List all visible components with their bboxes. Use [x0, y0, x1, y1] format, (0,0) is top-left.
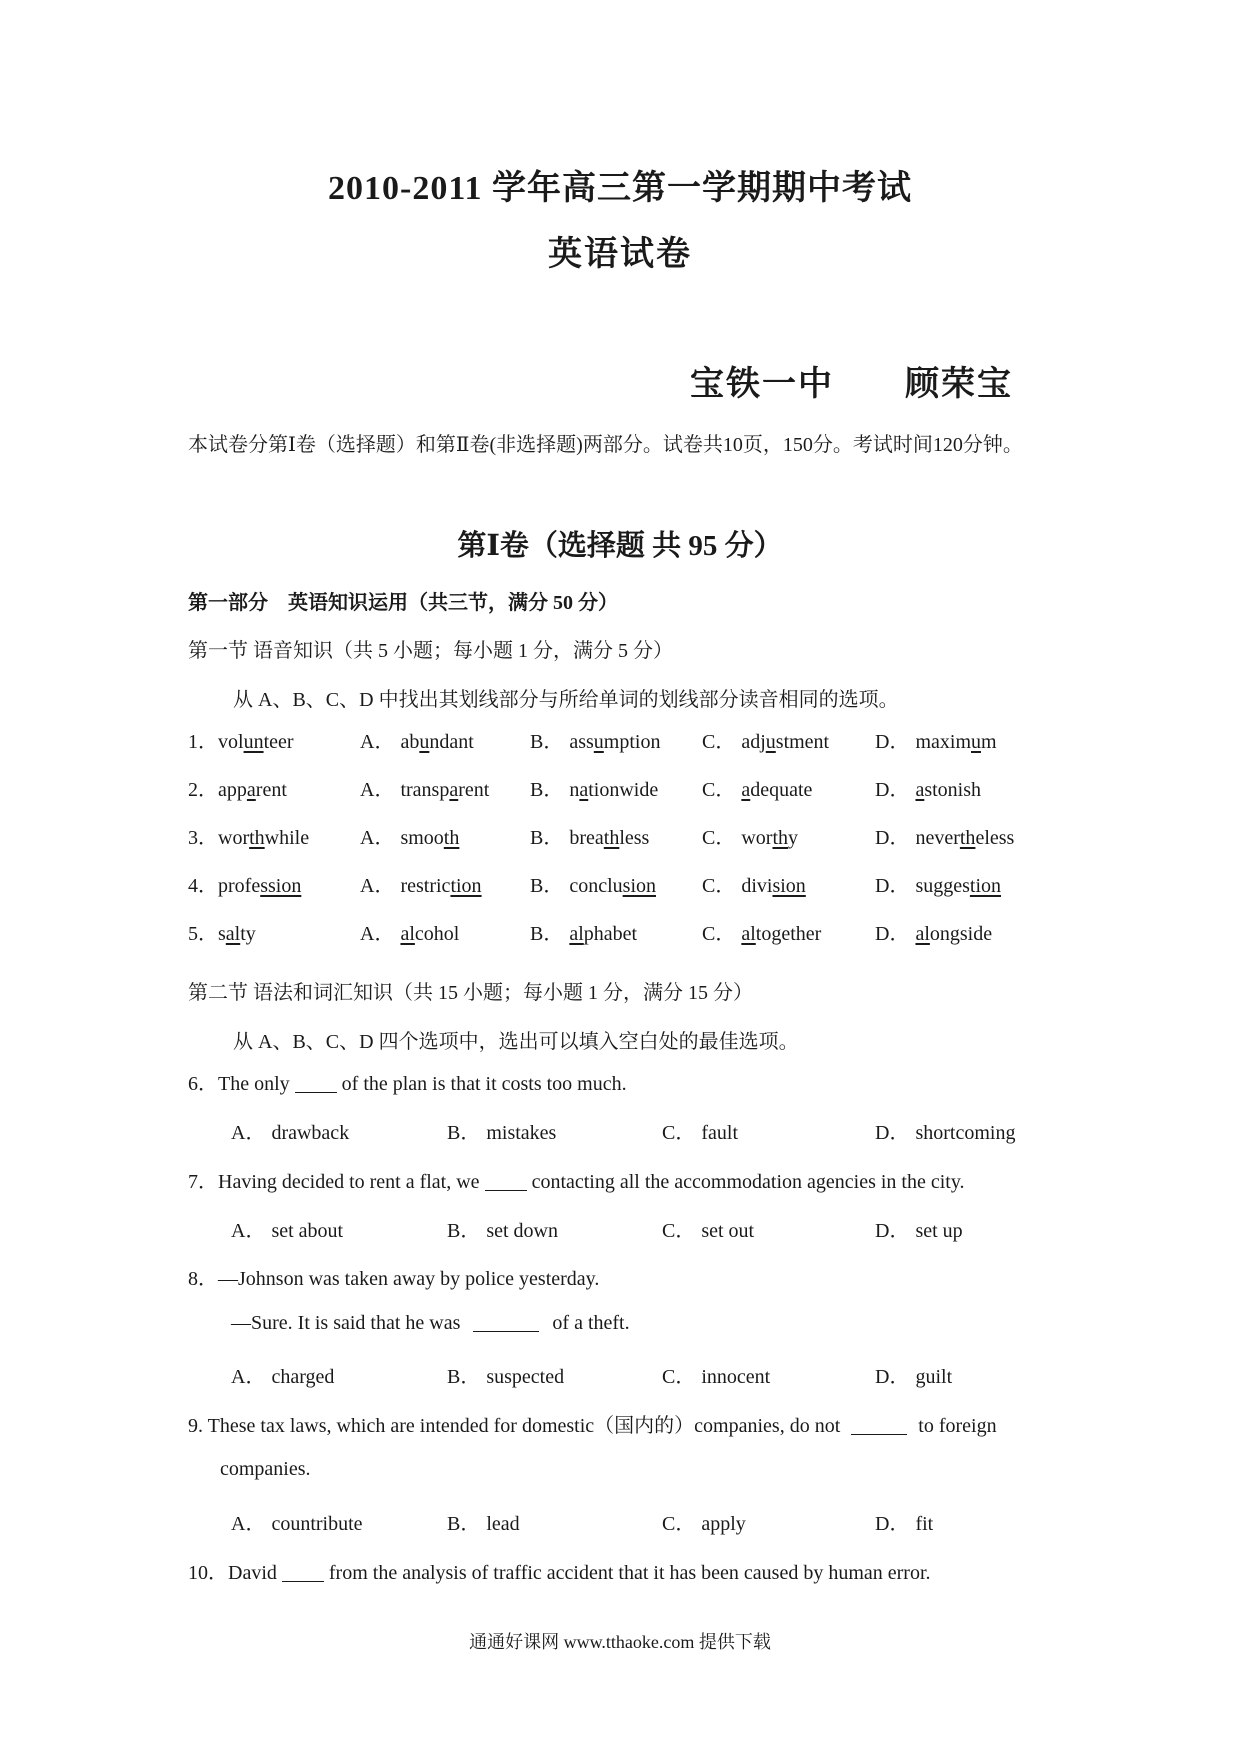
underlined-segment: u [593, 731, 604, 753]
word-segment: restric [400, 875, 451, 897]
option-d [875, 1507, 933, 1536]
option-a [231, 1507, 363, 1536]
option-d [875, 1116, 1015, 1145]
question-number: 7． [188, 1171, 218, 1193]
volume-title: 第Ⅰ卷（选择题 共 95 分） [457, 530, 783, 562]
option-label: D． [875, 779, 910, 801]
section1-title: 第一节 语音知识（共 5 小题；每小题 1 分，满分 5 分） [188, 640, 673, 662]
underlined-word [400, 731, 473, 753]
question-7 [188, 1165, 965, 1194]
underlined-word [569, 875, 656, 897]
option-label: C． [702, 923, 736, 945]
option-b [530, 773, 658, 802]
underlined-word [915, 779, 981, 801]
option-text: suspected [486, 1366, 565, 1388]
word-segment: sugges [915, 875, 970, 897]
word-segment: profe [218, 875, 261, 897]
exam-title: 2010-2011 学年高三第一学期期中考试 [328, 170, 912, 207]
option-label: A． [360, 731, 395, 753]
question-text: of the plan is that it costs too much. [341, 1073, 627, 1095]
word-segment: n [569, 779, 580, 801]
word-segment: mption [603, 731, 661, 753]
option-b [447, 1116, 556, 1145]
option-a [360, 869, 482, 898]
option-c [662, 1116, 738, 1145]
option-text: set down [486, 1220, 559, 1242]
word-segment: together [755, 923, 822, 945]
word-segment: never [915, 827, 960, 849]
phonetics-question-1 [188, 725, 294, 754]
page-footer: 通通好课网 www.tthaoke.com 提供下载 [469, 1632, 771, 1652]
underlined-word [218, 875, 301, 897]
question-number: 6． [188, 1073, 218, 1095]
underlined-segment: un [243, 731, 264, 753]
question-text: contacting all the accommodation agencies in the city. [531, 1171, 965, 1193]
word-segment: smoo [400, 827, 444, 849]
underlined-word [400, 827, 459, 849]
word-segment: ongside [929, 923, 993, 945]
word-segment: wor [741, 827, 773, 849]
option-label: C． [702, 779, 736, 801]
question-text: The only [218, 1073, 290, 1095]
option-c [662, 1360, 770, 1389]
question-text: of a theft. [552, 1312, 630, 1334]
option-text: set about [271, 1220, 344, 1242]
word-segment: cohol [414, 923, 460, 945]
option-label: D． [875, 923, 910, 945]
section2-title: 第二节 语法和词汇知识（共 15 小题；每小题 1 分，满分 15 分） [188, 982, 753, 1004]
option-text: drawback [271, 1122, 350, 1144]
underlined-word [400, 875, 481, 897]
question-text: to foreign [918, 1415, 997, 1437]
question-6 [188, 1067, 627, 1096]
option-a [360, 917, 459, 946]
option-c [662, 1214, 754, 1243]
underlined-segment: a [246, 779, 256, 801]
word-segment: less [619, 827, 650, 849]
option-b [447, 1507, 520, 1536]
option-d [875, 869, 1001, 898]
option-label: B． [530, 779, 564, 801]
question-9 [188, 1409, 997, 1438]
underlined-segment: ssion [260, 875, 302, 897]
word-segment: s [218, 923, 226, 945]
option-label: D． [875, 1122, 910, 1144]
option-c [702, 869, 806, 898]
word-segment: conclu [569, 875, 623, 897]
option-label: C． [662, 1122, 696, 1144]
option-d [875, 725, 997, 754]
underlined-segment: tion [969, 875, 1002, 897]
exam-subtitle: 英语试卷 [548, 236, 692, 273]
word-segment: rent [458, 779, 490, 801]
option-c [702, 917, 821, 946]
word-segment: ab [400, 731, 420, 753]
option-d [875, 821, 1014, 850]
option-label: D． [875, 731, 910, 753]
word-segment: eless [975, 827, 1015, 849]
word-segment: transp [400, 779, 450, 801]
option-b [530, 917, 637, 946]
option-label: C． [702, 875, 736, 897]
question-text: —Johnson was taken away by police yesterday. [218, 1268, 600, 1290]
question-number: 1． [188, 731, 218, 753]
question-8 [188, 1262, 599, 1291]
option-text: countribute [271, 1513, 363, 1535]
option-b [447, 1214, 558, 1243]
word-segment: stonish [924, 779, 982, 801]
option-a [360, 725, 474, 754]
option-label: B． [447, 1220, 481, 1242]
question-number: 2． [188, 779, 218, 801]
option-d [875, 1214, 963, 1243]
author-name: 顾荣宝 [905, 366, 1013, 403]
option-label: B． [530, 875, 564, 897]
option-label: A． [231, 1513, 266, 1535]
underlined-segment: al [741, 923, 756, 945]
option-label: D． [875, 875, 910, 897]
option-b [530, 821, 649, 850]
option-text: fit [915, 1513, 934, 1535]
underlined-segment: sion [772, 875, 806, 897]
word-segment: ass [569, 731, 594, 753]
underlined-segment: th [249, 827, 265, 849]
word-segment: y [788, 827, 799, 849]
option-label: D． [875, 1366, 910, 1388]
option-label: A． [360, 923, 395, 945]
underlined-segment: u [419, 731, 430, 753]
underlined-segment: th [443, 827, 460, 849]
question-number: 10． [188, 1562, 228, 1584]
phonetics-question-2 [188, 773, 287, 802]
part-heading: 第一部分 英语知识运用（共三节，满分 50 分） [188, 592, 618, 614]
option-text: charged [271, 1366, 335, 1388]
question-8-reply [231, 1311, 630, 1335]
answer-blank [851, 1414, 907, 1435]
underlined-segment: sion [622, 875, 656, 897]
question-number: 9. [188, 1415, 203, 1437]
option-d [875, 1360, 952, 1389]
question-text: Having decided to rent a flat, we [218, 1171, 480, 1193]
underlined-word [569, 827, 649, 849]
option-a [231, 1116, 349, 1145]
option-label: B． [447, 1513, 481, 1535]
phonetics-question-5 [188, 917, 256, 946]
underlined-segment: tion [450, 875, 482, 897]
option-text: mistakes [486, 1122, 557, 1144]
underlined-word [741, 827, 798, 849]
option-label: A． [231, 1122, 266, 1144]
option-label: A． [360, 779, 395, 801]
underlined-word [741, 731, 829, 753]
underlined-segment: al [400, 923, 415, 945]
option-label: A． [360, 875, 395, 897]
question-number: 3． [188, 827, 218, 849]
option-label: C． [702, 731, 736, 753]
word-segment: divi [741, 875, 773, 897]
option-b [530, 869, 656, 898]
option-label: C． [662, 1366, 696, 1388]
underlined-word [569, 779, 658, 801]
word-segment: wor [218, 827, 250, 849]
underlined-segment: al [225, 923, 241, 945]
question-text: —Sure. It is said that he was [231, 1312, 461, 1334]
question-9-continuation: companies. [220, 1458, 311, 1480]
exam-intro: 本试卷分第Ⅰ卷（选择题）和第Ⅱ卷(非选择题)两部分。试卷共10页，150分。考试时间120分钟。 [188, 434, 1023, 456]
option-label: A． [231, 1220, 266, 1242]
option-label: B． [530, 731, 564, 753]
option-label: A． [231, 1366, 266, 1388]
option-d [875, 917, 992, 946]
section1-instruction: 从 A、B、C、D 中找出其划线部分与所给单词的划线部分读音相同的选项。 [233, 689, 899, 711]
option-c [702, 725, 829, 754]
underlined-segment: a [741, 779, 751, 801]
word-segment: m [981, 731, 997, 753]
question-number: 5． [188, 923, 218, 945]
underlined-word [218, 827, 309, 849]
option-a [231, 1214, 343, 1243]
word-segment: phabet [583, 923, 638, 945]
option-text: innocent [701, 1366, 771, 1388]
option-c [702, 773, 812, 802]
option-label: B． [447, 1122, 481, 1144]
option-text: guilt [915, 1366, 953, 1388]
phonetics-question-4 [188, 869, 301, 898]
answer-blank [485, 1170, 527, 1191]
underlined-word [915, 923, 992, 945]
underlined-word [218, 923, 256, 945]
word-segment: brea [569, 827, 604, 849]
underlined-word [741, 875, 805, 897]
option-label: C． [662, 1513, 696, 1535]
option-text: set out [701, 1220, 755, 1242]
school-name: 宝铁一中 [690, 366, 834, 403]
underlined-word [400, 923, 459, 945]
word-segment: maxim [915, 731, 971, 753]
option-text: lead [486, 1513, 520, 1535]
question-number: 4． [188, 875, 218, 897]
underlined-segment: th [603, 827, 620, 849]
underlined-word [569, 923, 637, 945]
underlined-segment: a [449, 779, 459, 801]
phonetics-question-3 [188, 821, 309, 850]
word-segment: stment [775, 731, 830, 753]
answer-blank [282, 1561, 324, 1582]
underlined-word [741, 779, 812, 801]
underlined-word [400, 779, 489, 801]
question-text: David [228, 1562, 277, 1584]
option-label: C． [702, 827, 736, 849]
underlined-segment: al [569, 923, 584, 945]
question-text: from the analysis of traffic accident that it has been caused by human error. [328, 1562, 931, 1584]
question-text: These tax laws, which are intended for domestic（国内的）companies, do not [207, 1415, 841, 1437]
underlined-segment: a [579, 779, 589, 801]
option-text: set up [915, 1220, 963, 1242]
answer-blank [295, 1072, 337, 1093]
word-segment: dequate [750, 779, 813, 801]
option-label: D． [875, 1513, 910, 1535]
underlined-segment: th [959, 827, 976, 849]
word-segment: adj [741, 731, 766, 753]
option-b [530, 725, 660, 754]
word-segment: teer [263, 731, 294, 753]
option-text: shortcoming [915, 1122, 1016, 1144]
option-a [231, 1360, 334, 1389]
underlined-segment: u [765, 731, 776, 753]
underlined-segment: th [772, 827, 789, 849]
underlined-segment: a [915, 779, 925, 801]
option-b [447, 1360, 564, 1389]
option-d [875, 773, 981, 802]
question-10 [188, 1556, 931, 1585]
option-label: C． [662, 1220, 696, 1242]
underlined-word [915, 731, 996, 753]
option-text: fault [701, 1122, 738, 1144]
option-c [702, 821, 798, 850]
word-segment: vol [218, 731, 244, 753]
underlined-segment: al [915, 923, 930, 945]
underlined-word [218, 731, 294, 753]
word-segment: app [218, 779, 247, 801]
option-a [360, 821, 459, 850]
underlined-word [218, 779, 287, 801]
option-label: B． [447, 1366, 481, 1388]
word-segment: rent [255, 779, 287, 801]
option-label: A． [360, 827, 395, 849]
question-number: 8． [188, 1268, 218, 1290]
underlined-word [915, 875, 1001, 897]
underlined-word [741, 923, 821, 945]
option-label: D． [875, 827, 910, 849]
option-label: B． [530, 827, 564, 849]
underlined-segment: u [971, 731, 981, 753]
option-text: apply [701, 1513, 746, 1535]
answer-blank [473, 1311, 539, 1332]
option-label: D． [875, 1220, 910, 1242]
section2-instruction: 从 A、B、C、D 四个选项中，选出可以填入空白处的最佳选项。 [233, 1031, 799, 1053]
underlined-word [569, 731, 660, 753]
word-segment: while [264, 827, 310, 849]
option-label: B． [530, 923, 564, 945]
option-a [360, 773, 489, 802]
underlined-word [915, 827, 1014, 849]
word-segment: ndant [429, 731, 474, 753]
option-c [662, 1507, 746, 1536]
word-segment: tionwide [588, 779, 659, 801]
word-segment: ty [240, 923, 256, 945]
